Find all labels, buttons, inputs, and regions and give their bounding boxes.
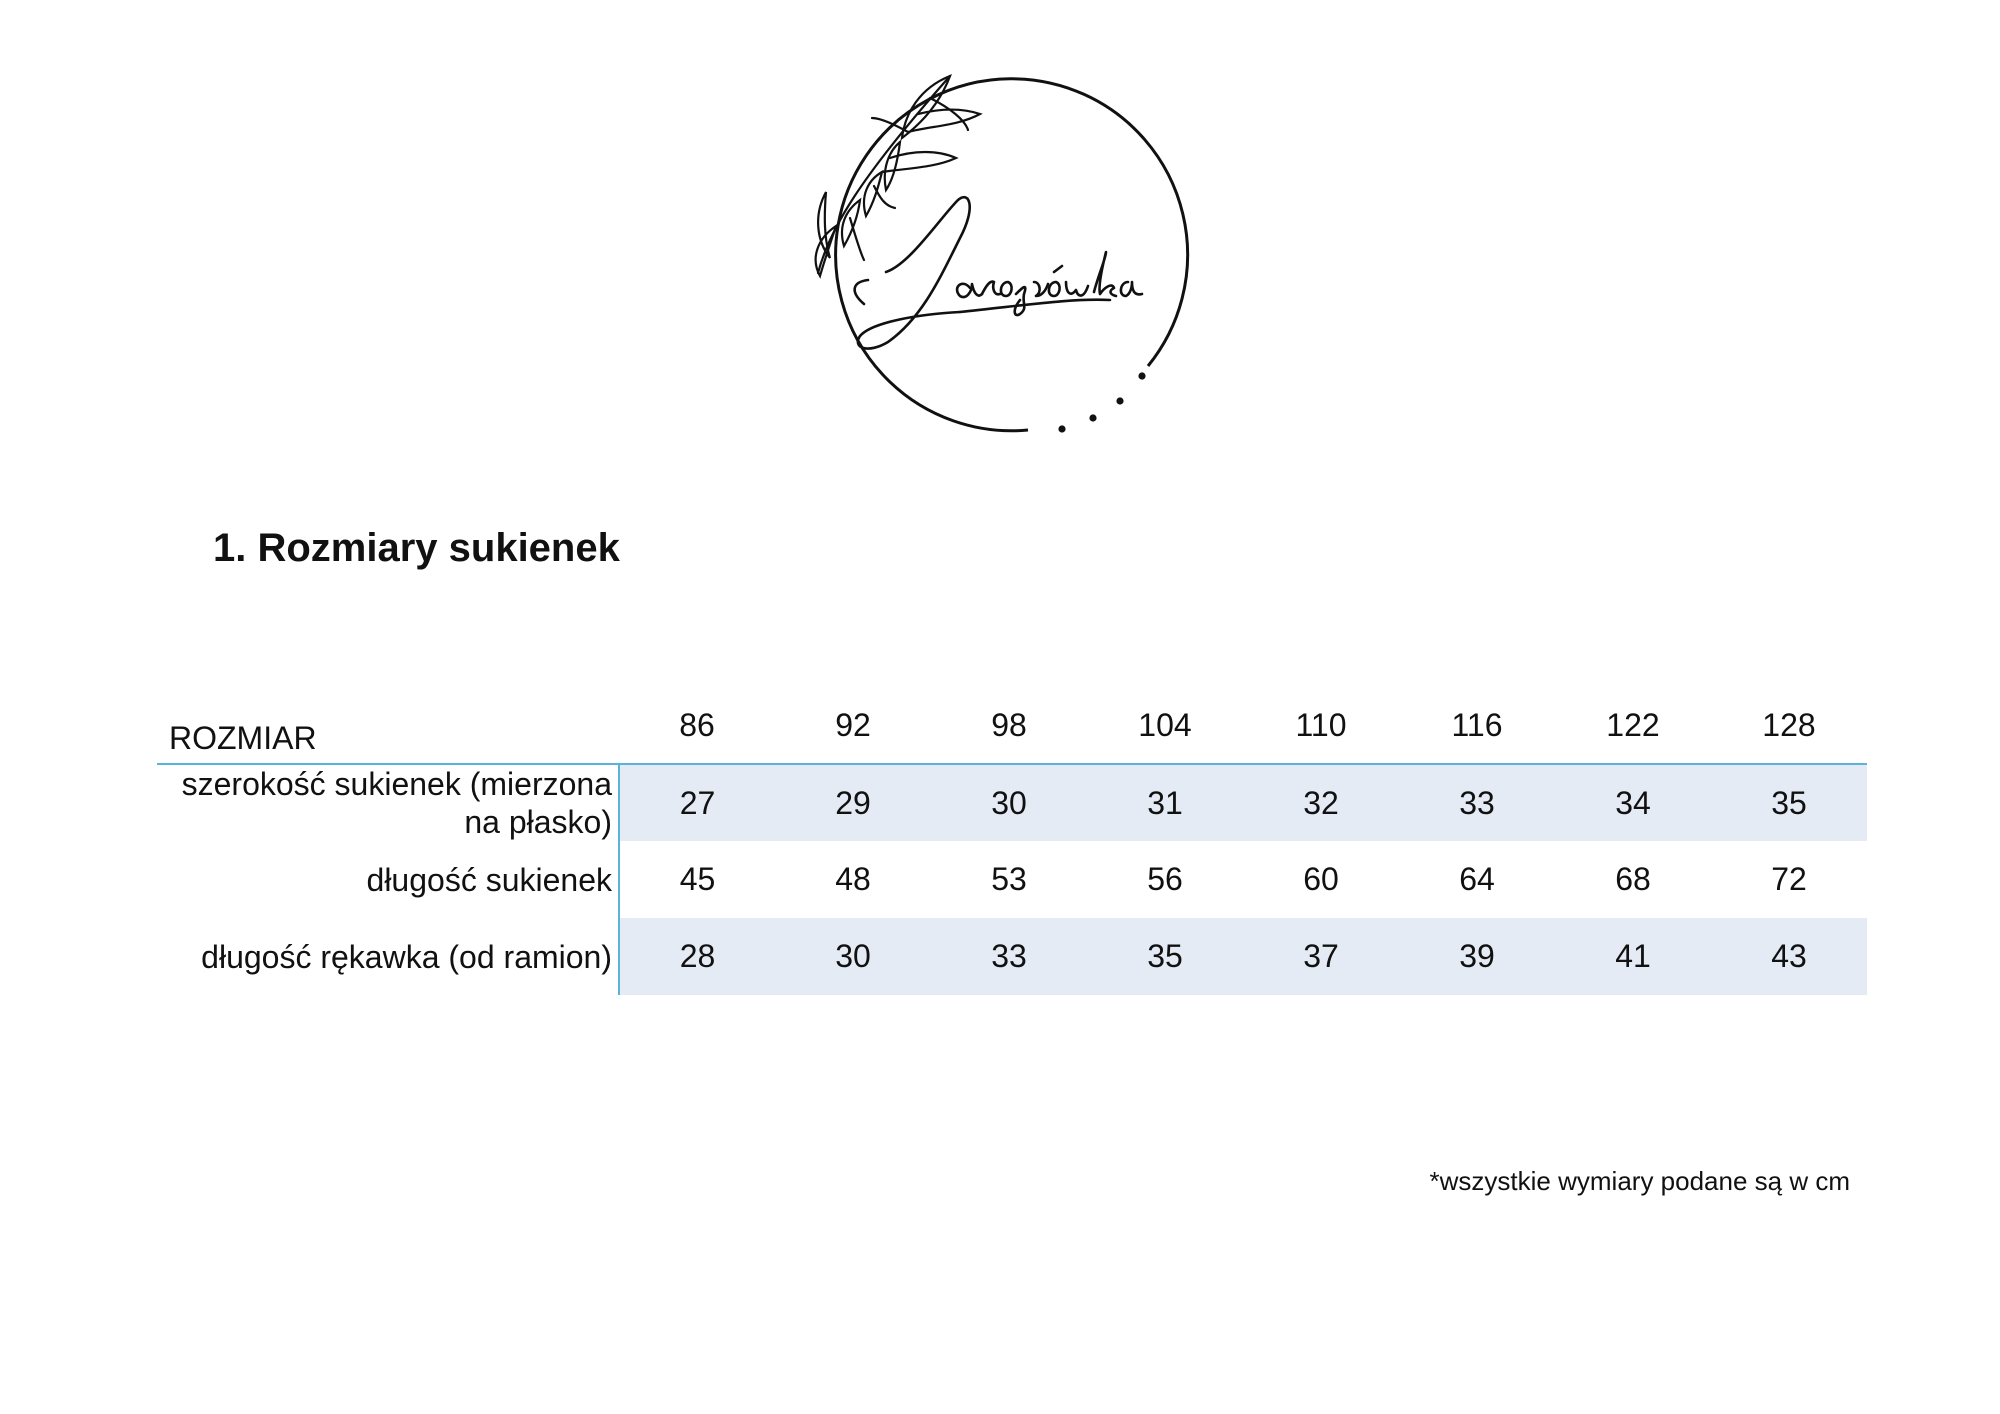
size-header-row xyxy=(157,688,1867,764)
size-header-cell: 122 xyxy=(1606,707,1660,743)
table-cell: 29 xyxy=(775,764,931,841)
table-cell: 30 xyxy=(775,918,931,995)
table-cell: 53 xyxy=(991,861,1027,897)
size-table xyxy=(157,688,1867,995)
table-cell: 56 xyxy=(1147,861,1183,897)
table-cell: 33 xyxy=(931,918,1087,995)
size-header-cell: 110 xyxy=(1295,707,1347,743)
row-label: długość rękawka (od ramion) xyxy=(157,918,619,995)
table-cell: 48 xyxy=(835,861,871,897)
size-header-cell: 128 xyxy=(1762,707,1816,743)
section-title: 1. Rozmiary sukienek xyxy=(213,526,620,570)
row-label: szerokość sukienek (mierzona na płasko) xyxy=(157,764,619,841)
brand-logo xyxy=(790,68,1190,468)
table-cell: 32 xyxy=(1243,764,1399,841)
size-header-cell: 98 xyxy=(991,707,1027,743)
table-cell: 30 xyxy=(931,764,1087,841)
table-cell: 35 xyxy=(1087,918,1243,995)
size-header-cell: 116 xyxy=(1451,707,1503,743)
table-cell: 41 xyxy=(1555,918,1711,995)
brand-logo-graphic xyxy=(790,68,1190,468)
row-label: długość sukienek xyxy=(157,841,619,918)
table-row xyxy=(157,918,1867,995)
table-cell: 35 xyxy=(1711,764,1867,841)
table-cell: 31 xyxy=(1087,764,1243,841)
table-cell: 60 xyxy=(1303,861,1339,897)
table-cell: 27 xyxy=(619,764,775,841)
table-cell: 72 xyxy=(1771,861,1807,897)
table-cell: 33 xyxy=(1399,764,1555,841)
table-cell: 45 xyxy=(679,861,716,897)
table-cell: 37 xyxy=(1243,918,1399,995)
table-row xyxy=(157,841,1867,918)
table-cell: 28 xyxy=(619,918,775,995)
table-cell: 43 xyxy=(1711,918,1867,995)
size-header-cell: 86 xyxy=(679,707,715,743)
table-cell: 39 xyxy=(1399,918,1555,995)
table-cell: 34 xyxy=(1555,764,1711,841)
units-footnote: *wszystkie wymiary podane są w cm xyxy=(1429,1166,1850,1196)
size-header-cell: 104 xyxy=(1138,707,1192,743)
size-header-label: ROZMIAR xyxy=(169,720,317,756)
table-cell: 64 xyxy=(1459,861,1495,897)
table-row xyxy=(157,764,1867,841)
table-cell: 68 xyxy=(1615,861,1651,897)
size-header-cell: 92 xyxy=(835,707,871,743)
